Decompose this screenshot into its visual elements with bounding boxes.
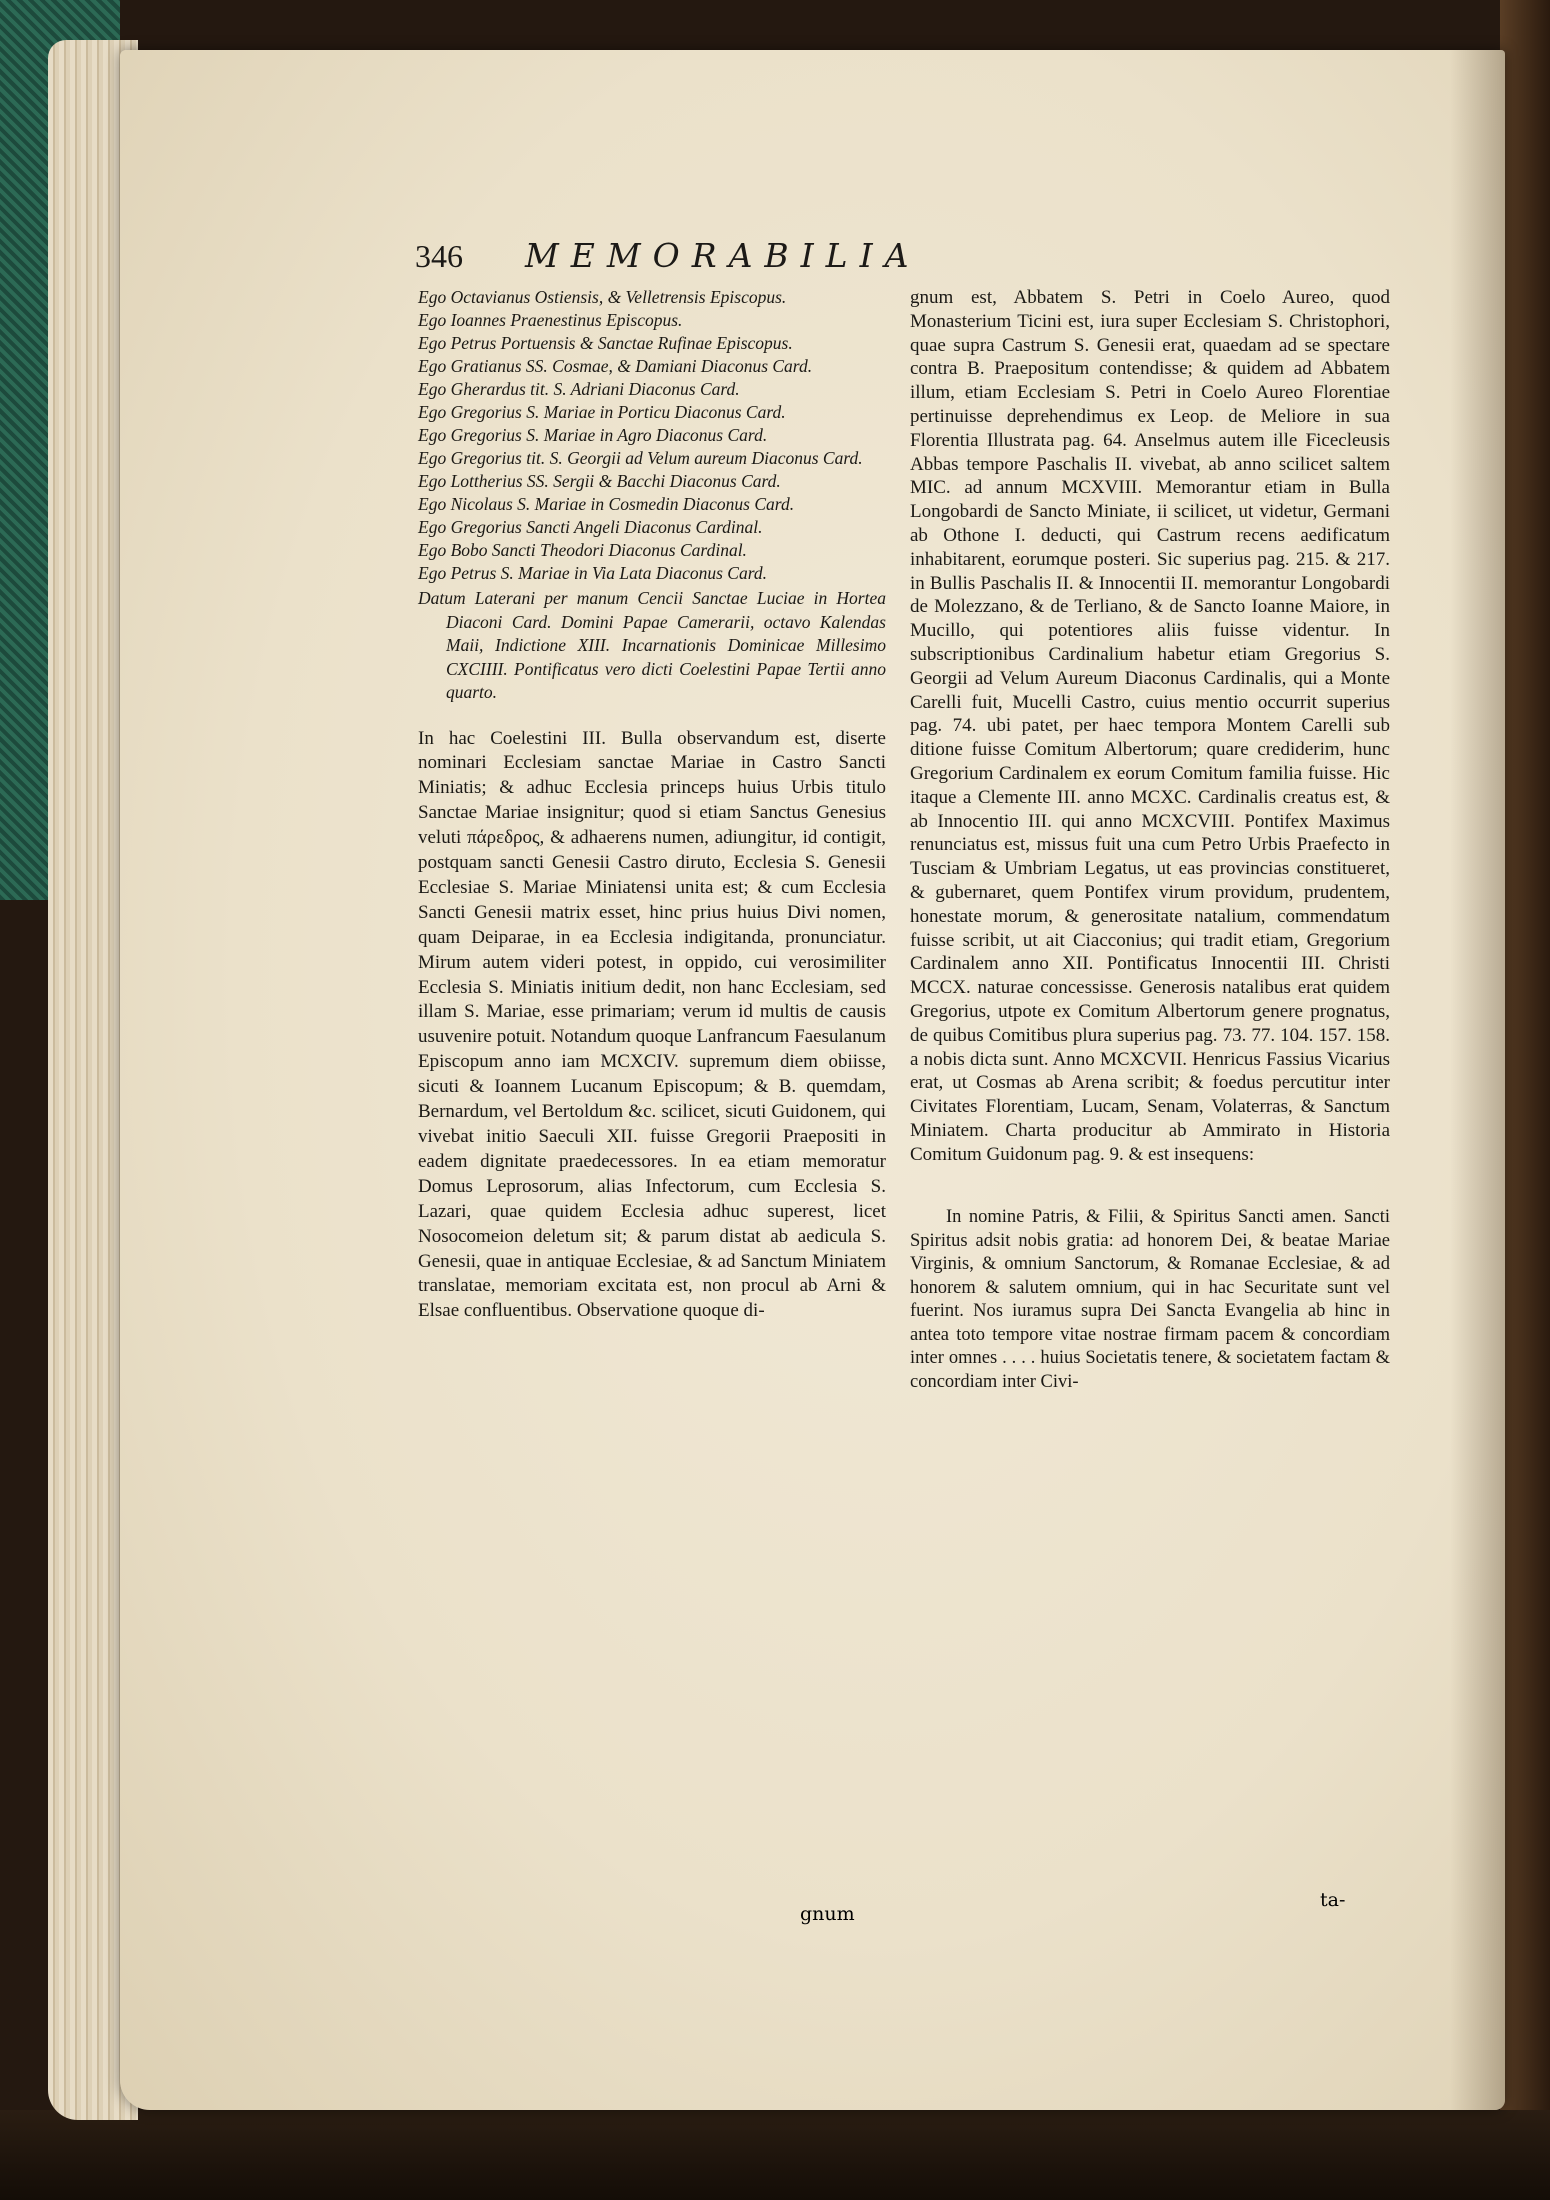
- signatory-line: Ego Petrus S. Mariae in Via Lata Diaconus Card.: [418, 563, 768, 583]
- catchword-right: ta-: [1320, 1889, 1346, 1911]
- scan-background: [0, 2110, 1550, 2200]
- catchword-left: gnum: [800, 1903, 855, 1925]
- book-binding: [1500, 0, 1550, 2200]
- signatory-line: Ego Bobo Sancti Theodori Diaconus Cardinal.: [418, 540, 747, 560]
- right-column: [910, 286, 1390, 1394]
- commentary-paragraph: gnum est, Abbatem S. Petri in Coelo Aureo, quod Monasterium Ticini est, iura super Ecclesiam S. Christophori, quae supra Castrum S. Genesii erat, quaedam ad se spectare contra B. Praepositum contendisse; & quidem ad Abbatem illum, etiam Ecclesiam S. Petri in Coelo Aureo Florentiae pertinuisse deprehendimus ex Leop. de Meliore in sua Florentia Illustrata pag. 64. Anselmus autem ille Ficecleusis Abbas tempore Paschalis II. vivebat, ab anno scilicet saltem MIC. ad annum MCXVIII. Memorantur etiam in Bulla Longobardi de Sancto Miniate, ii scilicet, ut videtur, Germani ab Othone I. deducti, qui Castrum recens aedificatum inhabitarent, eorumque posteri. Sic superius pag. 215. & 217. in Bullis Paschalis II. & Innocentii II. memorantur Longobardi de Molezzano, & de Terliano, & de Sancto Ioanne Maiore, in Mucillo, qui potentiores aliis fuisse videntur. In subscriptionibus Cardinalium habetur etiam Gregorius S. Georgii ad Velum Aureum Diaconus Cardinalis, qui a Monte Carelli fuit, Mucelli Castro, cuius mentio occurrit superius pag. 74. ubi patet, per haec tempora Montem Carelli sub ditione fuisse Comitum Albertorum; quare crediderim, hunc Gregorium Cardinalem ex eorum Comitum familia fuisse. Hic itaque a Clemente III. anno MCXC. Cardinalis creatus est, & ab Innocentio III. qui anno MCXCVIII. Pontifex Maximus renunciatus est, missus fuit una cum Petro Urbis Praefecto in Tusciam & Umbriam Legatus, ut eas provincias constitueret, & gubernaret, quem Pontifex virum providum, prudentem, honestate morum, & generositate natalium, commendatum fuisse scribit, ut ait Ciacconius; qui tradit etiam, Gregorium Cardinalem anno XII. Pontificatus Innocentii III. Christi MCCX. naturae concessisse. Generosis natalibus erat quidem Gregorius, utpote ex Comitum Albertorum genere prognatus, de quibus Comitibus plura superius pag. 73. 77. 104. 157. 158. a nobis dicta sunt. Anno MCXCVII. Henricus Fassius Vicarius erat, ut Cosmas ab Arena scribit; & foedus percutitur inter Civitates Florentiam, Lucam, Senam, Volaterras, & Sanctum Miniatem. Charta producitur ab Ammirato in Historia Comitum Guidonum pag. 9. & est insequens:: [910, 287, 1390, 1165]
- signatory-line: Ego Gregorius S. Mariae in Agro Diaconus Card.: [418, 425, 768, 445]
- signatory-line: Ego Nicolaus S. Mariae in Cosmedin Diaconus Card.: [418, 494, 795, 514]
- signatory-list: [418, 286, 886, 585]
- datum-clause: Datum Laterani per manum Cencii Sanctae Luciae in Hortea Diaconi Card. Domini Papae Camerarii, octavo Kalendas Maii, Indictione XIII. Incarnationis Dominicae Millesimo CXCIIII. Pontificatus vero dicti Coelestini Papae Tertii anno quarto.: [418, 588, 886, 702]
- signatory-line: Ego Gregorius tit. S. Georgii ad Velum aureum Diaconus Card.: [418, 448, 863, 468]
- page-header: [415, 236, 1155, 276]
- signatory-line: Ego Gregorius Sancti Angeli Diaconus Cardinal.: [418, 517, 763, 537]
- commentary-paragraph: In hac Coelestini III. Bulla observandum est, diserte nominari Ecclesiam sanctae Mariae in Castro Sancti Miniatis; & adhuc Ecclesia princeps huius Urbis titulo Sanctae Mariae insignitur; quod si etiam Sanctus Genesius veluti πάρεδρος, & adhaerens numen, adiungitur, id contigit, postquam sancti Genesii Castro diruto, Ecclesia S. Genesii Ecclesiae S. Mariae Miniatensi unita est; & cum Ecclesia Sancti Genesii matrix esset, hinc prius huius Divi nomen, quam Deiparae, in ea Ecclesia indigitanda, pronunciatur. Mirum autem videri potest, in oppido, cui verosimiliter Ecclesia S. Miniatis initium dedit, non hanc Ecclesiam, sed illam S. Mariae, esse primariam; verum id multis de causis usuvenire potuit. Notandum quoque Lanfrancum Faesulanum Episcopum anno iam MCXCIV. supremum diem obiisse, sicuti & Ioannem Lucanum Episcopum; & B. quemdam, Bernardum, vel Bertoldum &c. scilicet, sicuti Guidonem, qui vivebat initio Saeculi XII. fuisse Gregorii Praepositi in eadem dignitate praedecessores. In ea etiam memoratur Domus Leprosorum, alias Infectorum, cum Ecclesia S. Lazari, quae quidem Ecclesia adhuc superest, licet Nosocomeion deletum sit; & parum distat ab aedicula S. Genesii, quae in antiquae Ecclesiae, & ad Sanctum Miniatem translatae, memoriam excitata est, non procul ab Arni & Elsae confluentibus. Observatione quoque di-: [418, 727, 886, 1322]
- signatory-line: Ego Gratianus SS. Cosmae, & Damiani Diaconus Card.: [418, 356, 813, 376]
- signatory-line: Ego Octavianus Ostiensis, & Velletrensis Episcopus.: [418, 287, 787, 307]
- signatory-line: Ego Ioannes Praenestinus Episcopus.: [418, 310, 683, 330]
- signatory-line: Ego Gregorius S. Mariae in Porticu Diaconus Card.: [418, 402, 786, 422]
- page-gutter-shadow: [1450, 50, 1505, 2110]
- running-title: MEMORABILIA: [525, 236, 921, 275]
- left-column: [418, 286, 886, 1324]
- page-number: 346: [415, 238, 463, 274]
- charter-text: In nomine Patris, & Filii, & Spiritus Sancti amen. Sancti Spiritus adsit nobis gratia: ad honorem Dei, & beatae Mariae Virginis, & omnium Sanctorum, & Romanae Ecclesiae, & ad honorem & salutem omnium, qui in hac Securitate sunt vel fuerint. Nos iuramus supra Dei Sancta Evangelia ab hinc in antea toto tempore vitae nostrae firmam pacem & concordiam inter omnes . . . . huius Societatis tenere, & societatem factam & concordiam inter Civi-: [910, 1207, 1390, 1392]
- signatory-line: Ego Petrus Portuensis & Sanctae Rufinae Episcopus.: [418, 333, 793, 353]
- signatory-line: Ego Gherardus tit. S. Adriani Diaconus Card.: [418, 379, 740, 399]
- signatory-line: Ego Lottherius SS. Sergii & Bacchi Diaconus Card.: [418, 471, 781, 491]
